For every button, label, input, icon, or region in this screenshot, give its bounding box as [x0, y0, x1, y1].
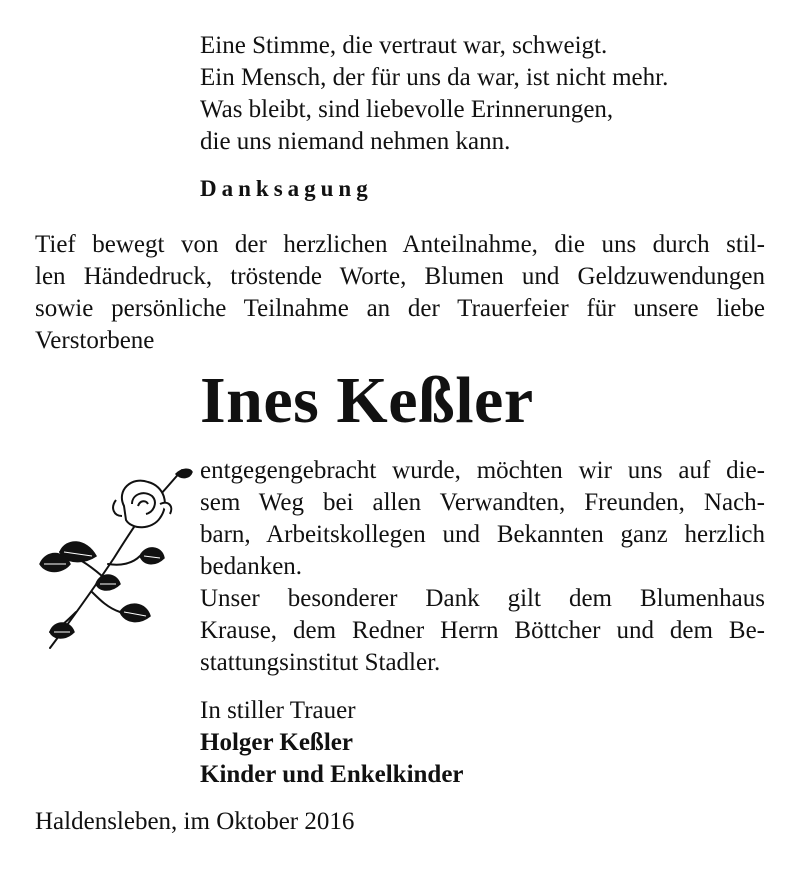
signature-name: Holger Keßler — [200, 729, 353, 756]
body-line: stattungsinstitut Stadler. — [200, 649, 441, 676]
body-line: sem Weg bei allen Verwandten, Freunden, Nach- — [200, 489, 765, 516]
intro-line: sowie persönliche Teilnahme an der Trauerfeier für unsere liebe — [35, 295, 765, 322]
poem-line: die uns niemand nehmen kann. — [200, 128, 511, 155]
body-line: Unser besonderer Dank gilt dem Blumenhaus — [200, 585, 765, 612]
place-date: Haldensleben, im Oktober 2016 — [35, 808, 355, 835]
poem-line: Was bleibt, sind liebevolle Erinnerungen, — [200, 96, 614, 123]
body-line: bedanken. — [200, 553, 303, 580]
poem-line: Ein Mensch, der für uns da war, ist nicht mehr. — [200, 64, 669, 91]
intro-line: Tief bewegt von der herzlichen Anteilnahme, die uns durch stil- — [35, 231, 765, 258]
body-line: Krause, dem Redner Herrn Böttcher und dem Be- — [200, 617, 765, 644]
signature-intro: In stiller Trauer — [200, 697, 356, 724]
body-line: barn, Arbeitskollegen und Bekannten ganz herzlich — [200, 521, 765, 548]
poem-line: Eine Stimme, die vertraut war, schweigt. — [200, 32, 608, 59]
signature-family: Kinder und Enkelkinder — [200, 761, 464, 788]
body-line: entgegengebracht wurde, möchten wir uns auf die- — [200, 457, 765, 484]
intro-line: len Händedruck, tröstende Worte, Blumen und Geldzuwendungen — [35, 263, 765, 290]
intro-line: Verstorbene — [35, 327, 155, 354]
rose-icon — [36, 460, 196, 650]
deceased-name: Ines Keßler — [200, 364, 534, 437]
heading-danksagung: Danksagung — [200, 176, 373, 201]
